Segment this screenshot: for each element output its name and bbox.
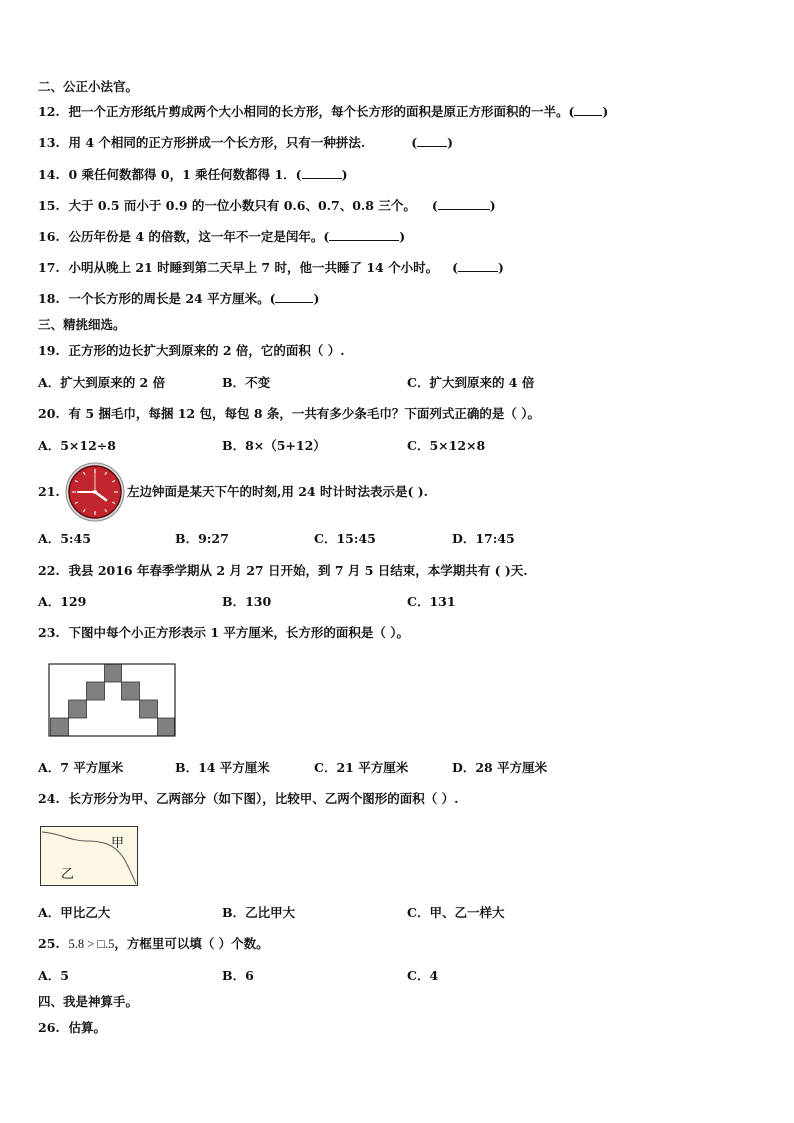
paren-close: ) <box>341 167 348 182</box>
option-b[interactable]: B．不变 <box>222 375 271 390</box>
question-18 <box>38 291 319 307</box>
section-heading-calc: 四、我是神算手。 <box>38 994 139 1009</box>
question-21-number: 21. <box>38 484 60 499</box>
question-24 <box>38 791 458 807</box>
option-a[interactable]: A．甲比乙大 <box>38 905 111 920</box>
grid-rectangle-figure <box>48 663 176 738</box>
option-a[interactable]: A．5×12÷8 <box>38 438 116 453</box>
question-number: 13. <box>38 135 60 150</box>
option-a[interactable]: A．129 <box>38 594 87 609</box>
question-number: 14. <box>38 167 60 182</box>
question-number: 19. <box>38 343 60 358</box>
question-16 <box>38 229 405 245</box>
question-number: 23. <box>38 625 60 640</box>
option-a[interactable]: A．扩大到原来的 2 倍 <box>38 375 166 390</box>
option-b[interactable]: B．8×（5+12） <box>222 438 326 453</box>
section-heading-choice: 三、精挑细选。 <box>38 317 126 332</box>
answer-blank[interactable] <box>574 104 602 116</box>
clock-image <box>64 462 126 522</box>
option-c[interactable]: C．扩大到原来的 4 倍 <box>407 375 535 390</box>
option-c[interactable]: C．5×12×8 <box>407 438 486 453</box>
question-22 <box>38 563 528 579</box>
question-26 <box>38 1020 106 1036</box>
question-12 <box>38 104 608 120</box>
question-23 <box>38 625 409 641</box>
question-15 <box>38 198 496 214</box>
question-number: 26. <box>38 1020 60 1035</box>
answer-blank[interactable] <box>302 167 342 179</box>
question-text: 把一个正方形纸片剪成两个大小相同的长方形，每个长方形的面积是原正方形面积的一半。( <box>68 104 575 119</box>
answer-blank[interactable] <box>275 291 313 303</box>
question-20 <box>38 406 540 422</box>
split-rectangle-figure <box>40 826 138 886</box>
question-text: 有 5 捆毛巾，每捆 12 包，每包 8 条，一共有多少条毛巾？下面列式正确的是（ ）。 <box>68 406 540 421</box>
question-21: 左边钟面是某天下午的时刻,用 24 时计时法表示是( ). <box>127 484 428 499</box>
option-c[interactable]: C．15:45 <box>314 531 376 546</box>
question-text: 下图中每个小正方形表示 1 平方厘米，长方形的面积是（ ）。 <box>68 625 409 640</box>
option-b[interactable]: B．9:27 <box>175 531 229 546</box>
question-text: 正方形的边长扩大到原来的 2 倍，它的面积（ ）. <box>68 343 345 358</box>
question-number: 18. <box>38 291 60 306</box>
question-text: 0 乘任何数都得 0，1 乘任何数都得 1．( <box>68 167 302 182</box>
question-number: 24. <box>38 791 60 806</box>
paren-close: ) <box>498 260 504 275</box>
paren-close: ) <box>399 229 406 244</box>
option-b[interactable]: B．6 <box>222 968 254 983</box>
answer-blank[interactable] <box>458 260 498 272</box>
question-25 <box>38 936 269 952</box>
option-d[interactable]: D．17:45 <box>452 531 515 546</box>
question-text: 用 4 个相同的正方形拼成一个长方形，只有一种拼法. <box>68 135 366 150</box>
label-jia: 甲 <box>111 836 125 851</box>
option-a[interactable]: A．5 <box>38 968 69 983</box>
paren-close: ) <box>447 135 454 150</box>
math-expression: 5.8 > □.5 <box>68 937 115 951</box>
question-number: 15. <box>38 198 60 213</box>
option-b[interactable]: B．130 <box>222 594 272 609</box>
question-text: ，方框里可以填（ ）个数。 <box>114 936 269 951</box>
question-number: 25. <box>38 936 60 951</box>
question-number: 20. <box>38 406 60 421</box>
option-d[interactable]: D．28 平方厘米 <box>452 760 548 775</box>
question-text: 小明从晚上 21 时睡到第二天早上 7 时，他一共睡了 14 个小时。 <box>68 260 439 275</box>
question-text: 估算。 <box>68 1020 106 1035</box>
label-yi: 乙 <box>61 867 75 882</box>
question-text: 大于 0.5 而小于 0.9 的一位小数只有 0.6、0.7、0.8 三个。 <box>68 198 416 213</box>
question-number: 17. <box>38 260 60 275</box>
question-text: 公历年份是 4 的倍数，这一年不一定是闰年。( <box>68 229 330 244</box>
paren-close: ) <box>602 104 609 119</box>
paren-close: ) <box>313 291 320 306</box>
option-c[interactable]: C．131 <box>407 594 456 609</box>
option-c[interactable]: C．4 <box>407 968 439 983</box>
question-number: 12. <box>38 104 60 119</box>
answer-blank[interactable] <box>438 198 490 210</box>
option-a[interactable]: A．5:45 <box>38 531 91 546</box>
question-number: 16. <box>38 229 60 244</box>
option-c[interactable]: C．21 平方厘米 <box>314 760 409 775</box>
question-13 <box>38 135 453 151</box>
paren-close: ) <box>489 198 496 213</box>
section-heading-judge: 二、公正小法官。 <box>38 79 139 94</box>
question-text: 长方形分为甲、乙两部分（如下图），比较甲、乙两个图形的面积（ ）. <box>68 791 459 806</box>
question-14 <box>38 167 348 183</box>
question-19 <box>38 343 345 359</box>
option-c[interactable]: C．甲、乙一样大 <box>407 905 505 920</box>
paren-open: ( <box>411 135 418 150</box>
question-text: 我县 2016 年春季学期从 2 月 27 日开始，到 7 月 5 日结束，本学期共有 ( )天. <box>68 563 528 578</box>
option-b[interactable]: B．14 平方厘米 <box>175 760 270 775</box>
question-text: 一个长方形的周长是 24 平方厘米。( <box>68 291 276 306</box>
question-number: 22. <box>38 563 60 578</box>
answer-blank[interactable] <box>417 135 447 147</box>
option-a[interactable]: A．7 平方厘米 <box>38 760 124 775</box>
question-17 <box>38 260 504 276</box>
option-b[interactable]: B．乙比甲大 <box>222 905 296 920</box>
paren-open: ( <box>452 260 458 275</box>
paren-open: ( <box>431 198 438 213</box>
answer-blank[interactable] <box>329 229 399 241</box>
